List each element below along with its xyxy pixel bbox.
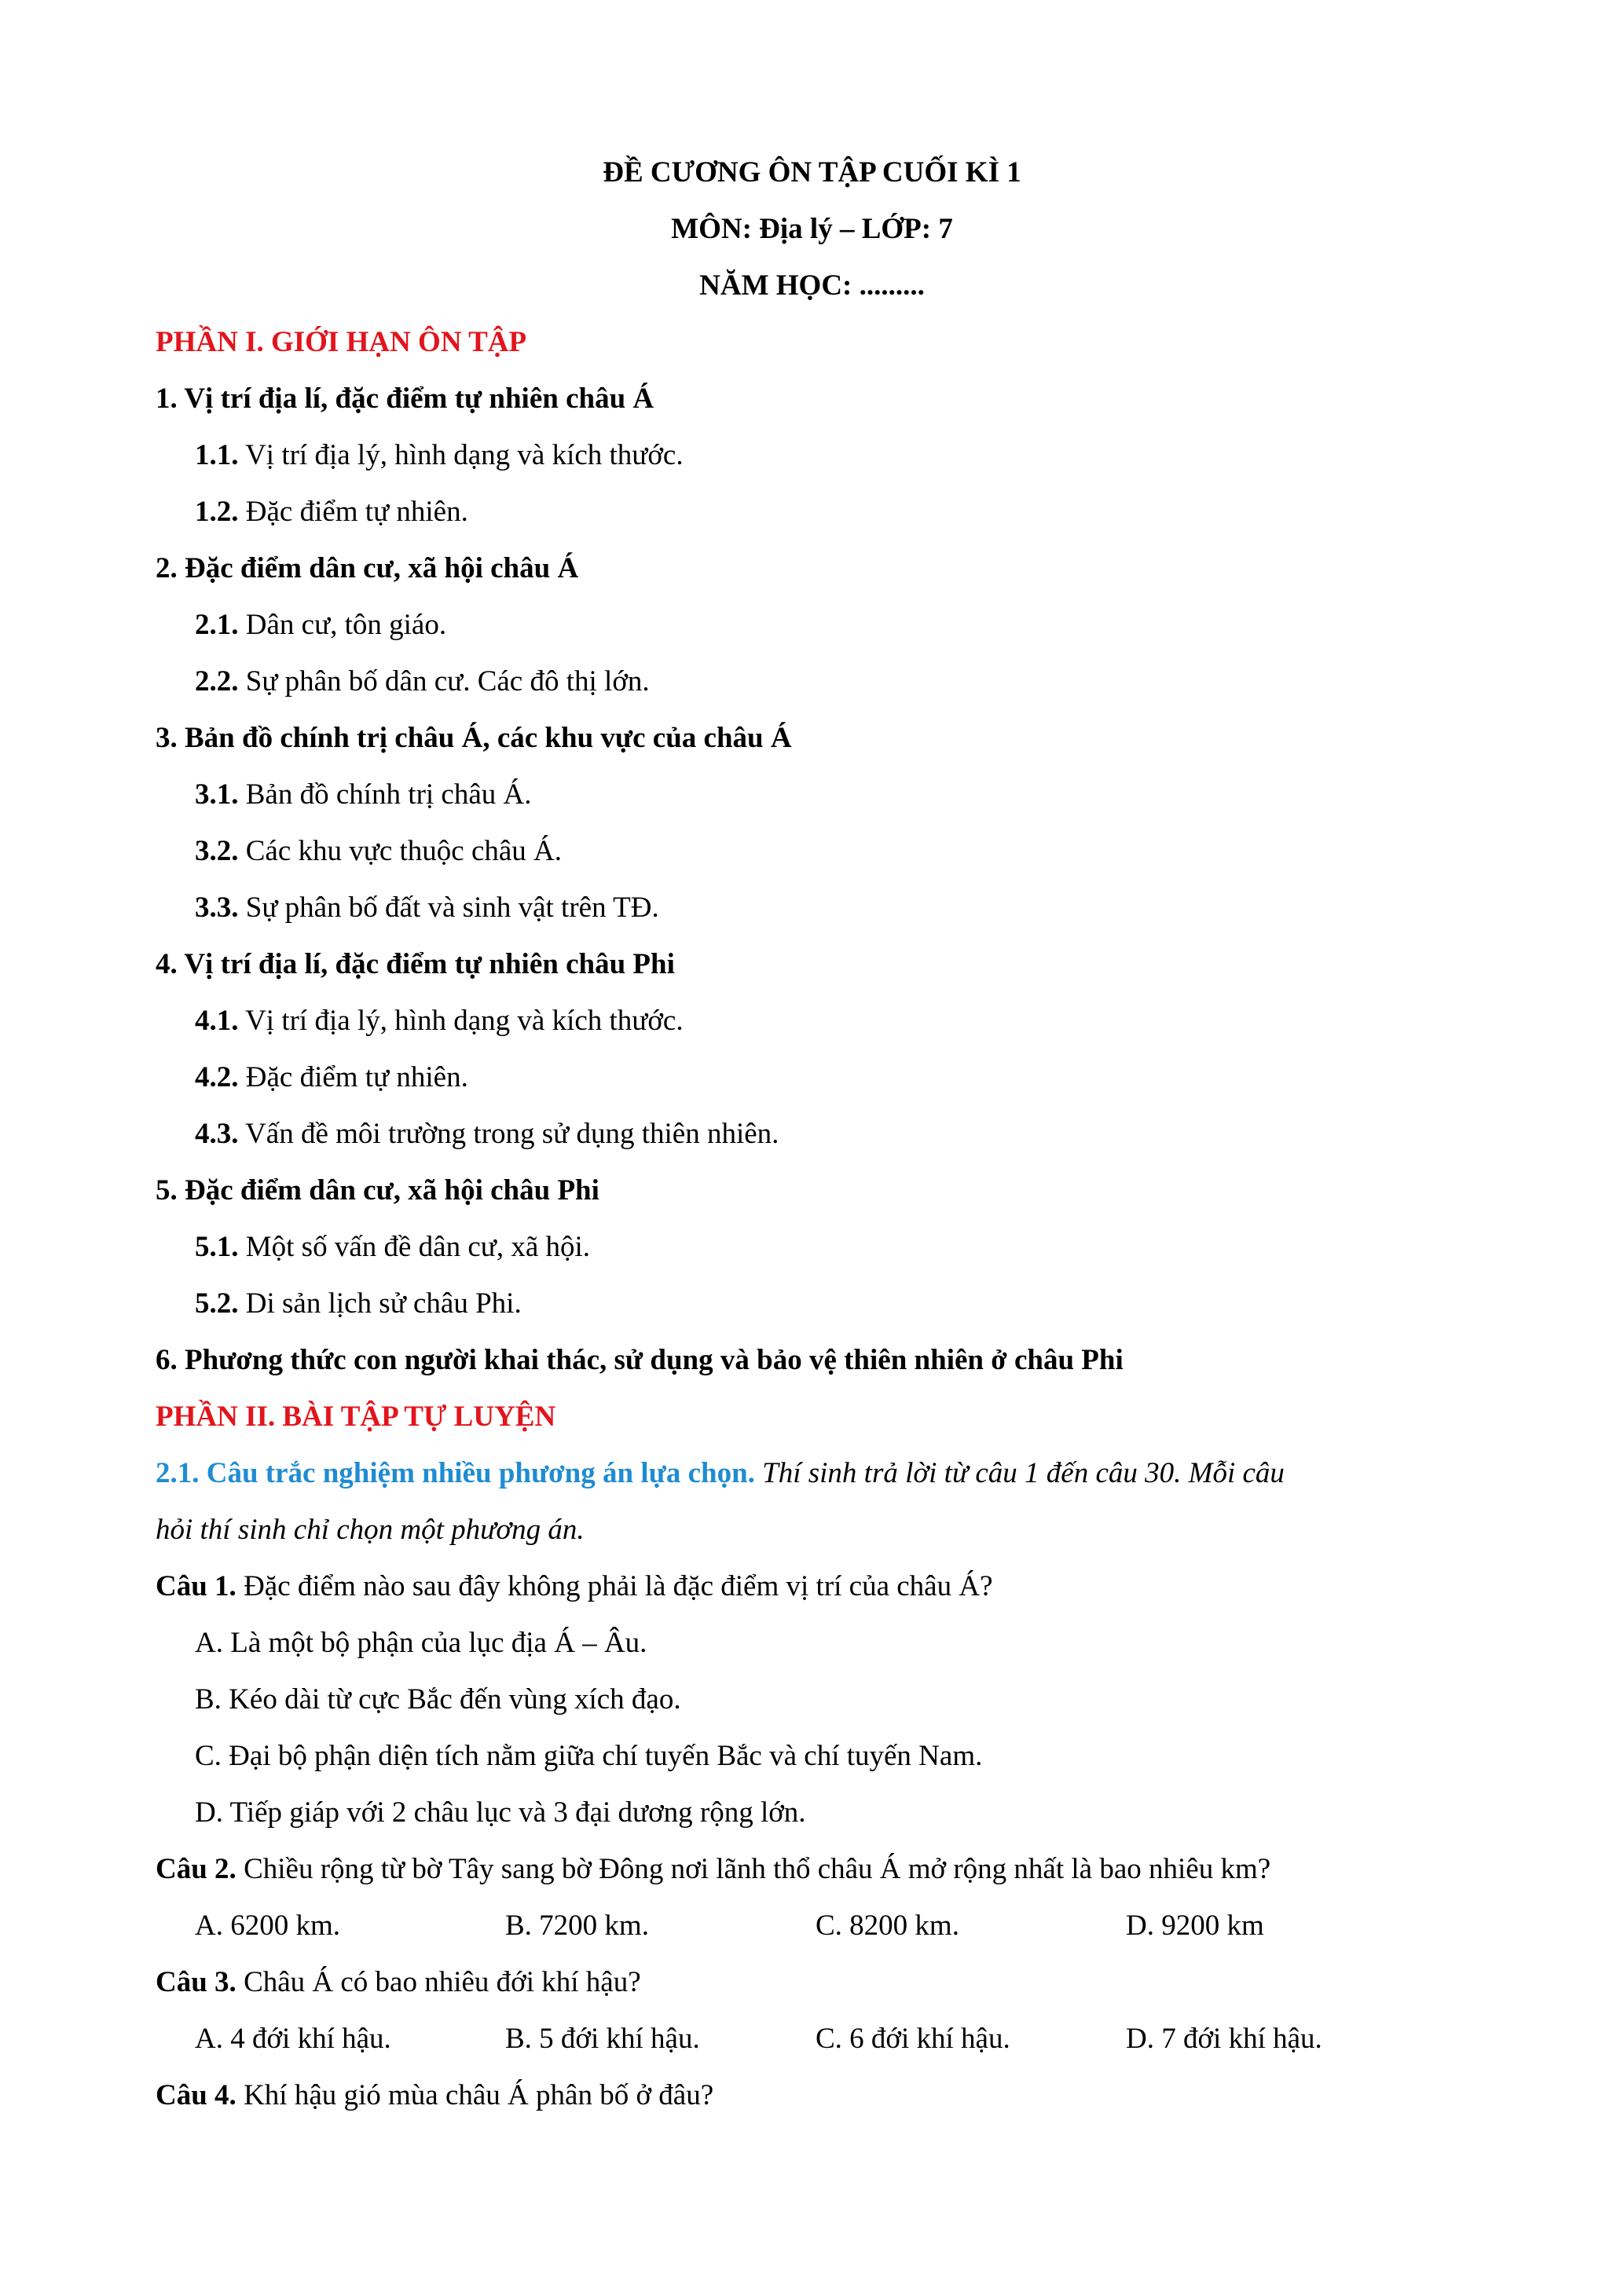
question-text: Châu Á có bao nhiêu đới khí hậu? (236, 1966, 641, 1998)
instruction-continuation: hỏi thí sinh chỉ chọn một phương án. (156, 1514, 585, 1546)
topic-item (195, 1004, 684, 1038)
item-text: Một số vấn đề dân cư, xã hội. (238, 1231, 591, 1263)
section-2-1-intro (156, 1456, 1285, 1491)
section-title: 2.1. Câu trắc nghiệm nhiều phương án lựa chọn. (156, 1457, 755, 1489)
item-number: 5.1. (195, 1231, 239, 1263)
answer-option: C. Đại bộ phận diện tích nằm giữa chí tuyến Bắc và chí tuyến Nam. (195, 1740, 983, 1772)
question-1 (156, 1569, 993, 1604)
question-text: Đặc điểm nào sau đây không phải là đặc điểm vị trí của châu Á? (236, 1570, 993, 1602)
topic-item (195, 1060, 468, 1095)
topic-item (195, 438, 684, 473)
item-number: 3.2. (195, 835, 239, 867)
part-1-heading: PHẦN I. GIỚI HẠN ÔN TẬP (156, 326, 527, 358)
item-number: 1.1. (195, 439, 239, 471)
topic-6-title: 6. Phương thức con người khai thác, sử dụng và bảo vệ thiên nhiên ở châu Phi (156, 1344, 1124, 1376)
topic-5-title: 5. Đặc điểm dân cư, xã hội châu Phi (156, 1174, 599, 1207)
item-text: Bản đồ chính trị châu Á. (238, 778, 532, 811)
question-label: Câu 4. (156, 2079, 236, 2111)
answer-option: D. 7 đới khí hậu. (1126, 2023, 1322, 2055)
question-4 (156, 2078, 713, 2113)
item-text: Đặc điểm tự nhiên. (238, 1061, 468, 1093)
part-2-heading: PHẦN II. BÀI TẬP TỰ LUYỆN (156, 1401, 556, 1433)
topic-2-title: 2. Đặc điểm dân cư, xã hội châu Á (156, 552, 579, 584)
item-number: 3.3. (195, 892, 239, 924)
question-label: Câu 1. (156, 1570, 236, 1602)
item-number: 3.1. (195, 778, 239, 811)
answer-option: A. 4 đới khí hậu. (195, 2023, 391, 2055)
item-text: Di sản lịch sử châu Phi. (238, 1287, 522, 1320)
instruction-text: Thí sinh trả lời từ câu 1 đến câu 30. Mỗi câu (754, 1457, 1285, 1489)
answer-option: B. 7200 km. (505, 1910, 649, 1942)
question-label: Câu 2. (156, 1853, 236, 1885)
item-text: Các khu vực thuộc châu Á. (238, 835, 563, 867)
item-number: 2.2. (195, 665, 239, 698)
item-number: 5.2. (195, 1287, 239, 1320)
answer-option: C. 8200 km. (816, 1910, 959, 1942)
item-text: Sự phân bố dân cư. Các đô thị lớn. (238, 665, 650, 698)
item-number: 4.2. (195, 1061, 239, 1093)
item-text: Vị trí địa lý, hình dạng và kích thước. (238, 1005, 684, 1037)
topic-item (195, 834, 562, 869)
school-year-line: NĂM HỌC: ......... (699, 269, 925, 302)
topic-item (195, 1230, 590, 1265)
item-number: 1.2. (195, 496, 239, 528)
item-text: Vị trí địa lý, hình dạng và kích thước. (238, 439, 684, 471)
answer-option: D. Tiếp giáp với 2 châu lục và 3 đại dương rộng lớn. (195, 1796, 806, 1829)
answer-option: B. Kéo dài từ cực Bắc đến vùng xích đạo. (195, 1683, 681, 1716)
answer-option: A. Là một bộ phận của lục địa Á – Âu. (195, 1627, 647, 1659)
question-3 (156, 1965, 641, 2000)
topic-item (195, 495, 468, 529)
item-text: Đặc điểm tự nhiên. (238, 496, 468, 528)
answer-option: C. 6 đới khí hậu. (816, 2023, 1010, 2055)
question-text: Chiều rộng từ bờ Tây sang bờ Đông nơi lãnh thổ châu Á mở rộng nhất là bao nhiêu km? (236, 1853, 1271, 1885)
topic-item (195, 1287, 522, 1321)
topic-item (195, 665, 650, 699)
document-title: ĐỀ CƯƠNG ÔN TẬP CUỐI KÌ 1 (603, 156, 1021, 189)
topic-4-title: 4. Vị trí địa lí, đặc điểm tự nhiên châu Phi (156, 948, 675, 980)
question-text: Khí hậu gió mùa châu Á phân bố ở đâu? (236, 2079, 714, 2111)
item-number: 4.1. (195, 1005, 239, 1037)
question-2 (156, 1852, 1270, 1887)
topic-item (195, 1117, 779, 1152)
answer-option: A. 6200 km. (195, 1910, 340, 1942)
item-text: Vấn đề môi trường trong sử dụng thiên nhiên. (238, 1118, 779, 1150)
topic-item (195, 891, 659, 925)
item-number: 2.1. (195, 609, 239, 641)
topic-item (195, 778, 532, 812)
answer-option: D. 9200 km (1126, 1910, 1264, 1942)
answer-option: B. 5 đới khí hậu. (505, 2023, 700, 2055)
item-number: 4.3. (195, 1118, 239, 1150)
item-text: Sự phân bố đất và sinh vật trên TĐ. (238, 892, 659, 924)
topic-item (195, 608, 446, 643)
question-label: Câu 3. (156, 1966, 236, 1998)
topic-3-title: 3. Bản đồ chính trị châu Á, các khu vực của châu Á (156, 722, 792, 754)
subject-line: MÔN: Địa lý – LỚP: 7 (671, 213, 953, 245)
topic-1-title: 1. Vị trí địa lí, đặc điểm tự nhiên châu Á (156, 383, 654, 415)
item-text: Dân cư, tôn giáo. (238, 609, 447, 641)
